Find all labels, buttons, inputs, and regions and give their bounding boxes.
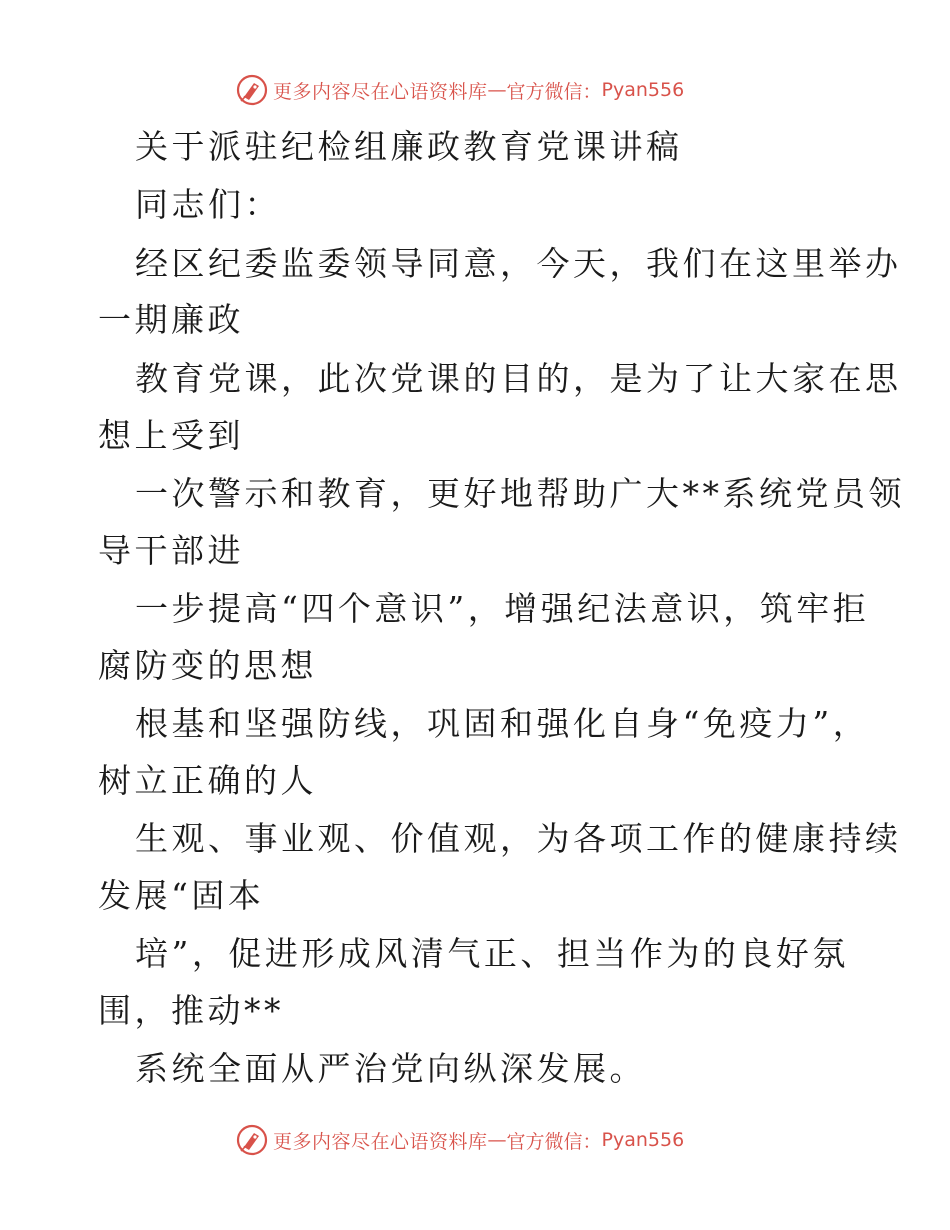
paragraph-line: 想上受到: [98, 416, 244, 455]
paragraph-line: 发展“固本: [98, 876, 265, 915]
paragraph-line: 培”，促进形成风清气正、担当作为的良好氛: [135, 934, 849, 973]
watermark-wechat-id: Pyan556: [601, 79, 685, 101]
paragraph-line: 一步提高“四个意识”，增强纪法意识，筑牢拒: [135, 589, 870, 628]
watermark-text: 更多内容尽在心语资料库: [273, 80, 488, 103]
watermark-separator: —: [487, 1129, 507, 1151]
paragraph-line: 围，推动**: [98, 991, 284, 1030]
paragraph-line: 一期廉政: [98, 300, 244, 339]
watermark-wechat-label: 官方微信：: [506, 80, 602, 103]
paragraph-line: 经区纪委监委领导同意，今天，我们在这里举办: [135, 244, 902, 283]
paragraph-line: 腐防变的思想: [98, 646, 317, 685]
paragraph-line: 导干部进: [98, 531, 244, 570]
watermark-wechat-label: 官方微信：: [506, 1130, 602, 1153]
paragraph-line: 树立正确的人: [98, 761, 317, 800]
paragraph-line: 根基和坚强防线，巩固和强化自身“免疫力”，: [135, 704, 870, 743]
paragraph-line: 系统全面从严治党向纵深发展。: [135, 1049, 646, 1088]
salutation: 同志们：: [135, 185, 281, 224]
paragraph-line: 一次警示和教育，更好地帮助广大**系统党员领: [135, 474, 905, 513]
footer-watermark: [235, 1120, 735, 1160]
watermark-text: 更多内容尽在心语资料库: [273, 1130, 488, 1153]
watermark-separator: —: [487, 79, 507, 101]
watermark-wechat-id: Pyan556: [601, 1129, 685, 1151]
document-title: 关于派驻纪检组廉政教育党课讲稿: [135, 127, 683, 166]
paragraph-line: 教育党课，此次党课的目的，是为了让大家在思: [135, 359, 902, 398]
paragraph-line: 生观、事业观、价值观，为各项工作的健康持续: [135, 819, 902, 858]
pen-nib-circle-icon: [235, 1123, 269, 1157]
